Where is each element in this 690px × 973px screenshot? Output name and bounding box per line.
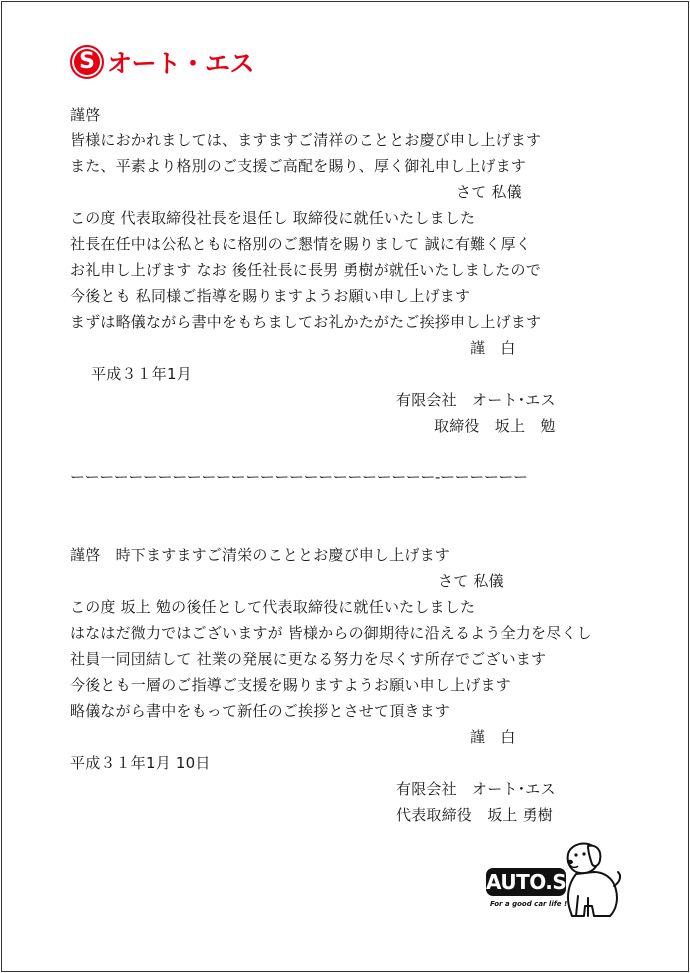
- letter2-closing: 謹 白: [470, 728, 516, 746]
- section-divider: ーーーーーーーーーーーーーーーーーーーーーーーーー-ーーーーーー: [70, 468, 528, 486]
- letter1-line: この度 代表取締役社長を退任し 取締役に就任いたしました: [70, 209, 476, 227]
- letter1-line: まずは略儀ながら書中をもちましてお礼かたがたご挨拶申し上げます: [70, 313, 542, 331]
- letter2-line: この度 坂上 勉の後任として代表取締役に就任いたしました: [70, 598, 476, 616]
- letter1-line: 皆様におかれましては、ますますご清祥のこととお慶び申し上げます: [70, 131, 542, 149]
- letter1-line: 社長在任中は公私ともに格別のご懇情を賜りまして 誠に有難く厚く: [70, 235, 531, 253]
- letter2-line: はなはだ微力ではございますが 皆様からの御期待に沿えるよう全力を尽くし: [70, 624, 592, 642]
- dog-icon: [558, 840, 624, 920]
- brand-name: AUTO.S: [486, 870, 567, 894]
- letter1-signer: 取締役 坂上 勉: [434, 417, 556, 435]
- letter1-date: 平成３１年1月: [91, 365, 192, 383]
- brand-tagline: For a good car life !: [490, 900, 568, 908]
- letter2-line: 略儀ながら書中をもって新任のご挨拶とさせて頂きます: [70, 702, 451, 720]
- brand-badge: [486, 840, 626, 920]
- letter1-line: お礼申し上げます なお 後任社長に長男 勇樹が就任いたしましたので: [70, 261, 541, 279]
- letter1-opening: 謹啓: [70, 106, 101, 124]
- letter1-line: また、平素より格別のご支援ご高配を賜り、厚く御礼申し上げます: [70, 157, 527, 175]
- letter2-signer: 代表取締役 坂上 勇樹: [396, 806, 553, 824]
- letter1-line: さて 私儀: [456, 183, 522, 201]
- company-logo: [70, 44, 254, 80]
- letter2-company: 有限会社 オート･エス: [396, 780, 556, 798]
- letter1-closing: 謹 白: [470, 339, 516, 357]
- letter2-date: 平成３１年1月 10日: [70, 754, 211, 772]
- logo-s-mark: S: [70, 45, 104, 79]
- letter2-line: 社員一同団結して 社業の発展に更なる努力を尽くす所存でございます: [70, 650, 547, 668]
- letter2-line: 今後とも一層のご指導ご支援を賜りますようお願い申し上げます: [70, 676, 511, 694]
- logo-wordmark: オート・エス: [107, 49, 255, 78]
- letter2-line: 謹啓 時下ますますご清栄のこととお慶び申し上げます: [70, 546, 451, 564]
- letter2-line: さて 私儀: [438, 572, 504, 590]
- letter1-line: 今後とも 私同様ご指導を賜りますようお願い申し上げます: [70, 287, 471, 305]
- letter1-company: 有限会社 オート･エス: [396, 391, 556, 409]
